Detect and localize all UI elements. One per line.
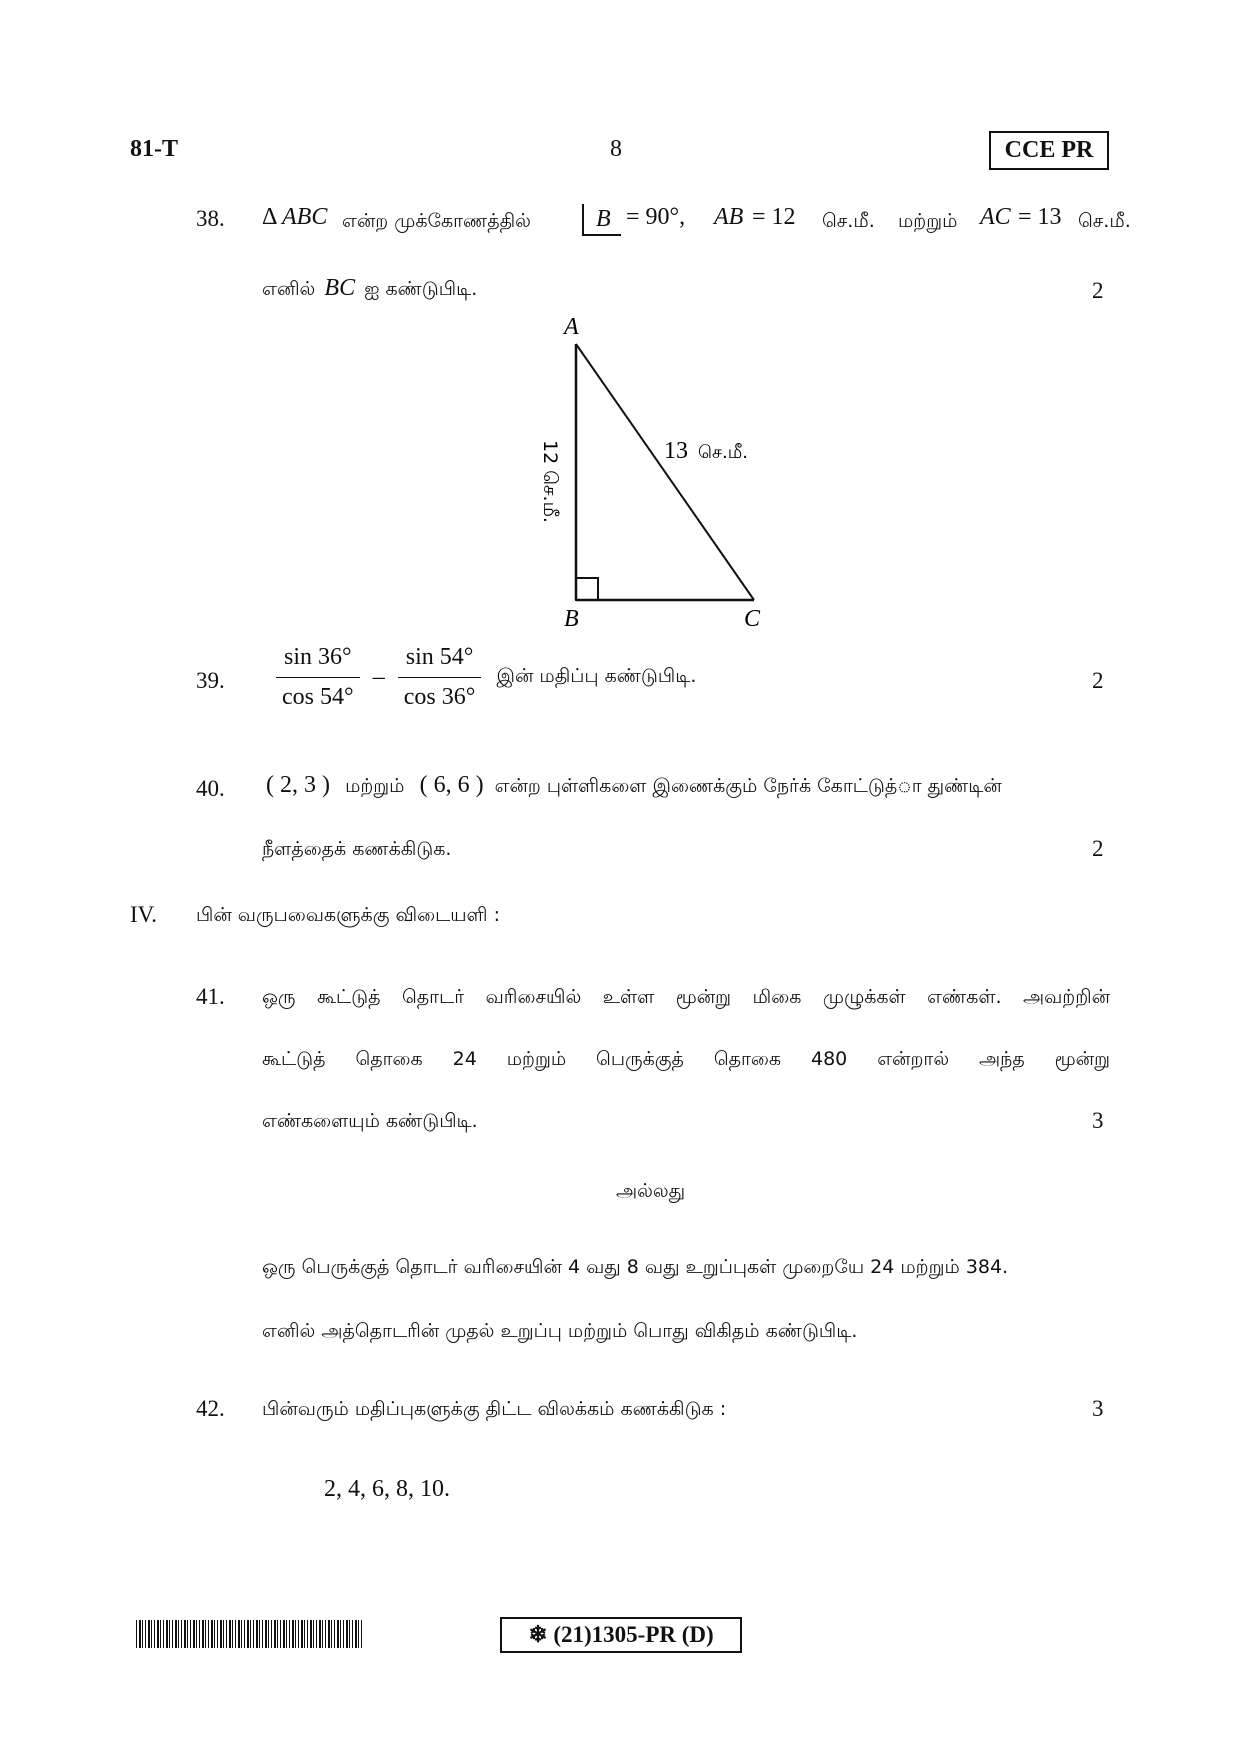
q40-line2: நீளத்தைக் கணக்கிடுக. [262,838,452,860]
q42-values: 2, 4, 6, 8, 10. [324,1476,450,1502]
q39-expression [276,644,696,711]
q42-marks: 3 [1092,1396,1104,1421]
paper-code: 81-T [130,136,178,162]
footer-code-box: ❄ (21)1305-PR (D) [500,1617,742,1653]
q41-marks: 3 [1092,1108,1104,1133]
q38-line1 [262,202,1131,238]
q38-text1: என்ற முக்கோணத்தில் [342,210,531,232]
cce-pr-box: CCE PR [989,131,1109,170]
section-iv-heading: பின் வருபவைகளுக்கு விடையளி : [196,904,500,926]
q39-text: இன் மதிப்பு கண்டுபிடி. [496,665,697,687]
q38-number: 38. [196,206,225,231]
q41-alt-line1: ஒரு பெருக்குத் தொடர் வரிசையின் 4 வது 8 வது உறுப்புகள் முறையே 24 மற்றும் 384. [262,1256,1009,1278]
q38-text3: ஐ கண்டுபிடி. [364,278,478,300]
ac-length-unit: செ.மீ. [698,442,748,463]
fraction-1-denominator: cos 54° [282,684,354,710]
ac-value: = 13 [1018,204,1062,230]
fraction-2 [398,644,482,711]
q40-marks: 2 [1092,836,1104,861]
minus-sign: – [372,664,385,690]
eq-90: = 90°, [626,204,686,230]
delta-symbol: Δ [262,204,278,230]
q41-line1: ஒரு கூட்டுத் தொடர் வரிசையில் உள்ள மூன்று மிகை முழுக்கள் எண்கள். அவற்றின் [262,986,1110,1008]
vertex-c-label: C [744,606,761,630]
ac-length-number: 13 [664,438,688,464]
q40-number: 40. [196,776,225,801]
fraction-2-numerator: sin 54° [398,644,482,678]
point-1: ( 2, 3 ) [266,772,330,798]
ab-length-label: 12 செ.மீ. [539,440,561,523]
vertex-b-label: B [564,606,579,630]
vertex-a-label: A [564,314,579,340]
section-iv-number: IV. [130,902,158,927]
q42-text: பின்வரும் மதிப்புகளுக்கு திட்ட விலக்கம் கணக்கிடுக : [262,1398,727,1420]
and-word: மற்றும் [898,210,958,232]
page-number: 8 [610,136,622,162]
q38-text2: எனில் [262,278,316,300]
q38-line2 [262,275,477,303]
side-ac [576,344,754,600]
q38-triangle-abc: ABC [282,204,328,230]
fraction-1-numerator: sin 36° [276,644,360,678]
q41-alt-line2: எனில் அத்தொடரின் முதல் உறுப்பு மற்றும் பொது விகிதம் கண்டுபிடி. [262,1320,858,1342]
cm-unit-1: செ.மீ. [822,210,875,232]
barcode [136,1620,364,1648]
right-angle-mark [576,578,598,600]
ab-label: AB [714,204,744,230]
ac-label: AC [980,204,1011,230]
angle-b: B [582,204,621,236]
q39-number: 39. [196,668,225,693]
q41-number: 41. [196,984,225,1009]
q41-line2: கூட்டுத் தொகை 24 மற்றும் பெருக்குத் தொகை 480 என்றால் அந்த மூன்று [262,1048,1110,1070]
or-separator: அல்லது [616,1180,686,1202]
q38-marks: 2 [1092,278,1104,303]
triangle-diagram [520,310,780,630]
q42-number: 42. [196,1396,225,1421]
ab-value: = 12 [752,204,796,230]
bc-label: BC [324,275,356,301]
fraction-1 [276,644,360,711]
q41-line3: எண்களையும் கண்டுபிடி. [262,1110,478,1132]
q40-and: மற்றும் [345,775,405,797]
fraction-2-denominator: cos 36° [403,684,476,710]
q40-line1 [266,772,1110,800]
point-2: ( 6, 6 ) [419,772,484,798]
q40-text: என்ற புள்ளிகளை இணைக்கும் நேர்க் கோட்டுத்ா துண்டின் [494,775,1002,797]
q39-marks: 2 [1092,668,1104,693]
cm-unit-2: செ.மீ. [1078,210,1131,232]
